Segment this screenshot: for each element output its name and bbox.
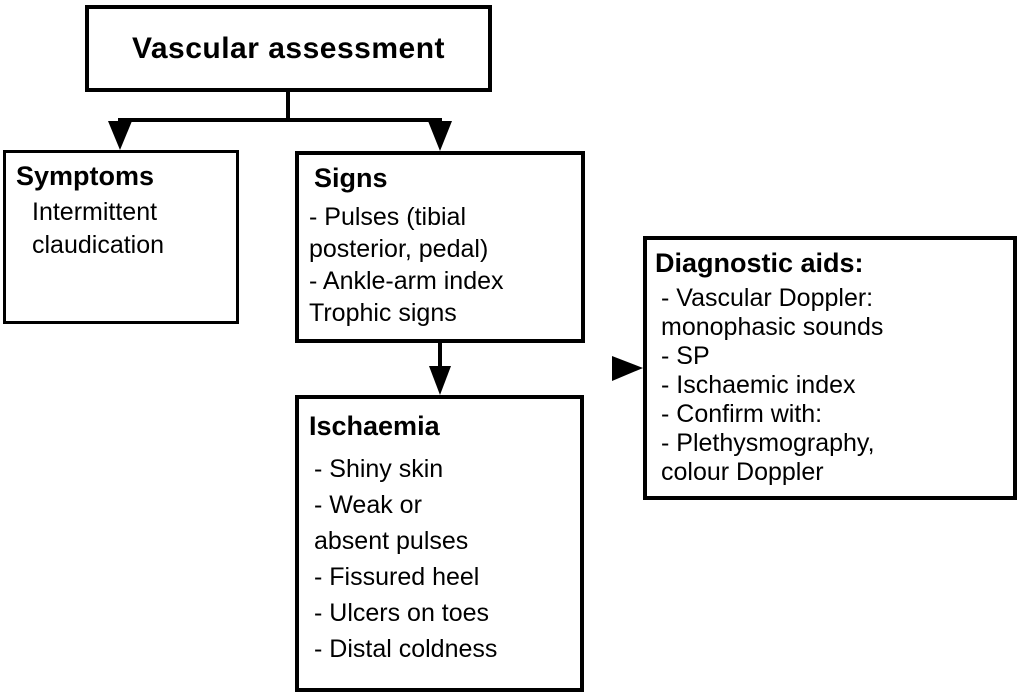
node-symptoms-body (32, 196, 226, 262)
node-diagnostic-aids-body (661, 284, 1005, 487)
text-line: claudication (32, 231, 165, 259)
node-ischaemia-body (314, 451, 570, 667)
node-symptoms (3, 150, 239, 324)
node-signs-header: Signs (314, 163, 388, 193)
text-line: - Pulses (tibial (309, 203, 466, 231)
text-line: - Vascular Doppler: (661, 284, 874, 312)
node-vascular-assessment (85, 5, 492, 92)
node-diagnostic-aids (643, 236, 1017, 500)
node-diagnostic-aids-header: Diagnostic aids: (655, 248, 864, 278)
arrowhead-to-symptoms (108, 121, 132, 150)
node-symptoms-header: Symptoms (16, 161, 155, 191)
text-line: - Weak or (314, 491, 422, 519)
arrowhead-to-ischaemia (429, 366, 451, 395)
text-line: - Ulcers on toes (314, 599, 490, 627)
node-vascular-assessment-label: Vascular assessment (131, 31, 446, 65)
text-line: colour Doppler (661, 458, 824, 486)
text-line: - Ischaemic index (661, 371, 856, 399)
text-line: posterior, pedal) (309, 235, 489, 263)
text-line: - Ankle-arm index (309, 267, 504, 295)
node-ischaemia (295, 395, 584, 692)
text-line: - Fissured heel (314, 563, 480, 591)
text-line: absent pulses (314, 527, 469, 555)
text-line: - Shiny skin (314, 455, 444, 483)
text-line: - Confirm with: (661, 400, 823, 428)
text-line: - Plethysmography, (661, 429, 875, 457)
text-line: Intermittent (32, 198, 158, 226)
node-signs-body (309, 201, 571, 329)
node-signs (295, 151, 585, 343)
node-ischaemia-header: Ischaemia (309, 411, 440, 441)
arrowhead-to-diagnostic-aids (612, 356, 643, 381)
text-line: - Distal coldness (314, 635, 498, 663)
text-line: Trophic signs (309, 299, 457, 327)
text-line: - SP (661, 342, 710, 370)
arrowhead-to-signs (428, 121, 452, 151)
text-line: monophasic sounds (661, 313, 884, 341)
